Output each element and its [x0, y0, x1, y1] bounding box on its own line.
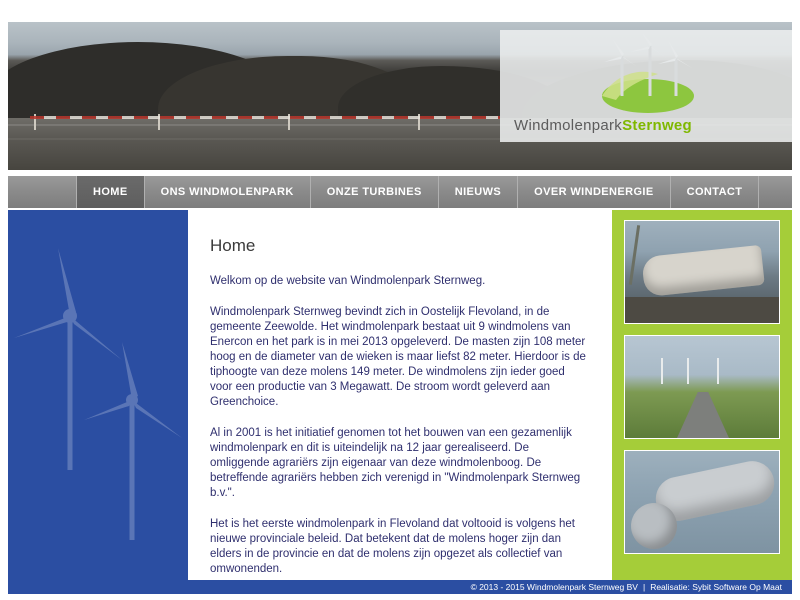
nacelle-assembly-photo[interactable]	[624, 220, 780, 324]
footer-credit[interactable]: Realisatie: Sybit Software Op Maat	[650, 582, 782, 592]
turbine-mast	[687, 358, 689, 384]
wind-farm-road-photo[interactable]	[624, 335, 780, 439]
page-top-margin	[0, 0, 800, 22]
ground-shape	[625, 297, 779, 323]
left-decorative-panel	[8, 210, 188, 580]
turbine-mast	[661, 358, 663, 384]
nacelle-shape	[641, 245, 765, 297]
body-paragraph-2: Al in 2001 is het initiatief genomen tot het bouwen van een gezamenlijk windmolenpark en dit is uiteindelijk na 12 jaar gerealiseerd. De omliggende agrariërs zijn eigenaar van deze windmolenboog. De betreffende agrariërs hebben zich verenigd in "Windmolenpark Sternweg b.v.".	[210, 427, 581, 499]
nav-item-home[interactable]: HOME	[77, 176, 145, 208]
nav-item-nieuws[interactable]: NIEUWS	[439, 176, 518, 208]
nav-right-spacer	[759, 176, 792, 208]
body-paragraph-1: Windmolenpark Sternweg bevindt zich in Oostelijk Flevoland, in de gemeente Zeewolde. Het windmolenpark bestaat uit 9 windmolens van Enercon en het park is in mei 2013 opgeleverd. De masten zijn 108 meter hoog en de diameter van de wieken is maar liefst 82 meter. Hierdoor is de tiphoogte van deze molens 149 meter. De windmolens zijn ieder goed voor een productie van 3 Megawatt. De stroom wordt geleverd aan Greenchoice.	[210, 306, 586, 408]
page-title: Home	[210, 236, 256, 255]
safety-tape	[30, 116, 500, 119]
logo-text-accent: Sternweg	[622, 117, 693, 134]
site-footer	[8, 580, 792, 594]
footer-copyright: © 2013 - 2015 Windmolenpark Sternweg BV	[470, 582, 638, 592]
nav-item-ons-windmolenpark[interactable]: ONS WINDMOLENPARK	[145, 176, 311, 208]
logo-text-main: Windmolenpark	[514, 117, 623, 134]
hub-shape	[631, 503, 677, 549]
main-navigation	[8, 176, 792, 208]
content-area	[8, 210, 792, 580]
main-article	[188, 210, 612, 580]
photo-sidebar	[612, 210, 792, 580]
turbine-watermark-icon	[14, 220, 188, 570]
wind-turbine-logo-icon	[576, 34, 716, 118]
page-bottom-margin	[0, 594, 800, 600]
intro-paragraph: Welkom op de website van Windmolenpark Sternweg.	[210, 275, 486, 287]
nacelle-closeup-photo[interactable]	[624, 450, 780, 554]
site-logo[interactable]	[500, 30, 792, 142]
turbine-mast	[717, 358, 719, 384]
header-banner	[8, 22, 792, 170]
road-shape	[677, 392, 729, 438]
nav-item-contact[interactable]: CONTACT	[671, 176, 760, 208]
logo-wordmark	[514, 117, 692, 134]
crane-mast	[629, 225, 640, 285]
nav-left-spacer	[8, 176, 77, 208]
body-paragraph-3: Het is het eerste windmolenpark in Flevoland dat voltooid is volgens het nieuwe provinciale beleid. Dat betekent dat de molens hoger zijn dan elders in de provincie en dat de molens zijn opgezet als collectief van omwonenden.	[210, 518, 576, 575]
nav-item-onze-turbines[interactable]: ONZE TURBINES	[311, 176, 439, 208]
footer-separator: |	[642, 582, 646, 592]
nav-item-over-windenergie[interactable]: OVER WINDENERGIE	[518, 176, 670, 208]
